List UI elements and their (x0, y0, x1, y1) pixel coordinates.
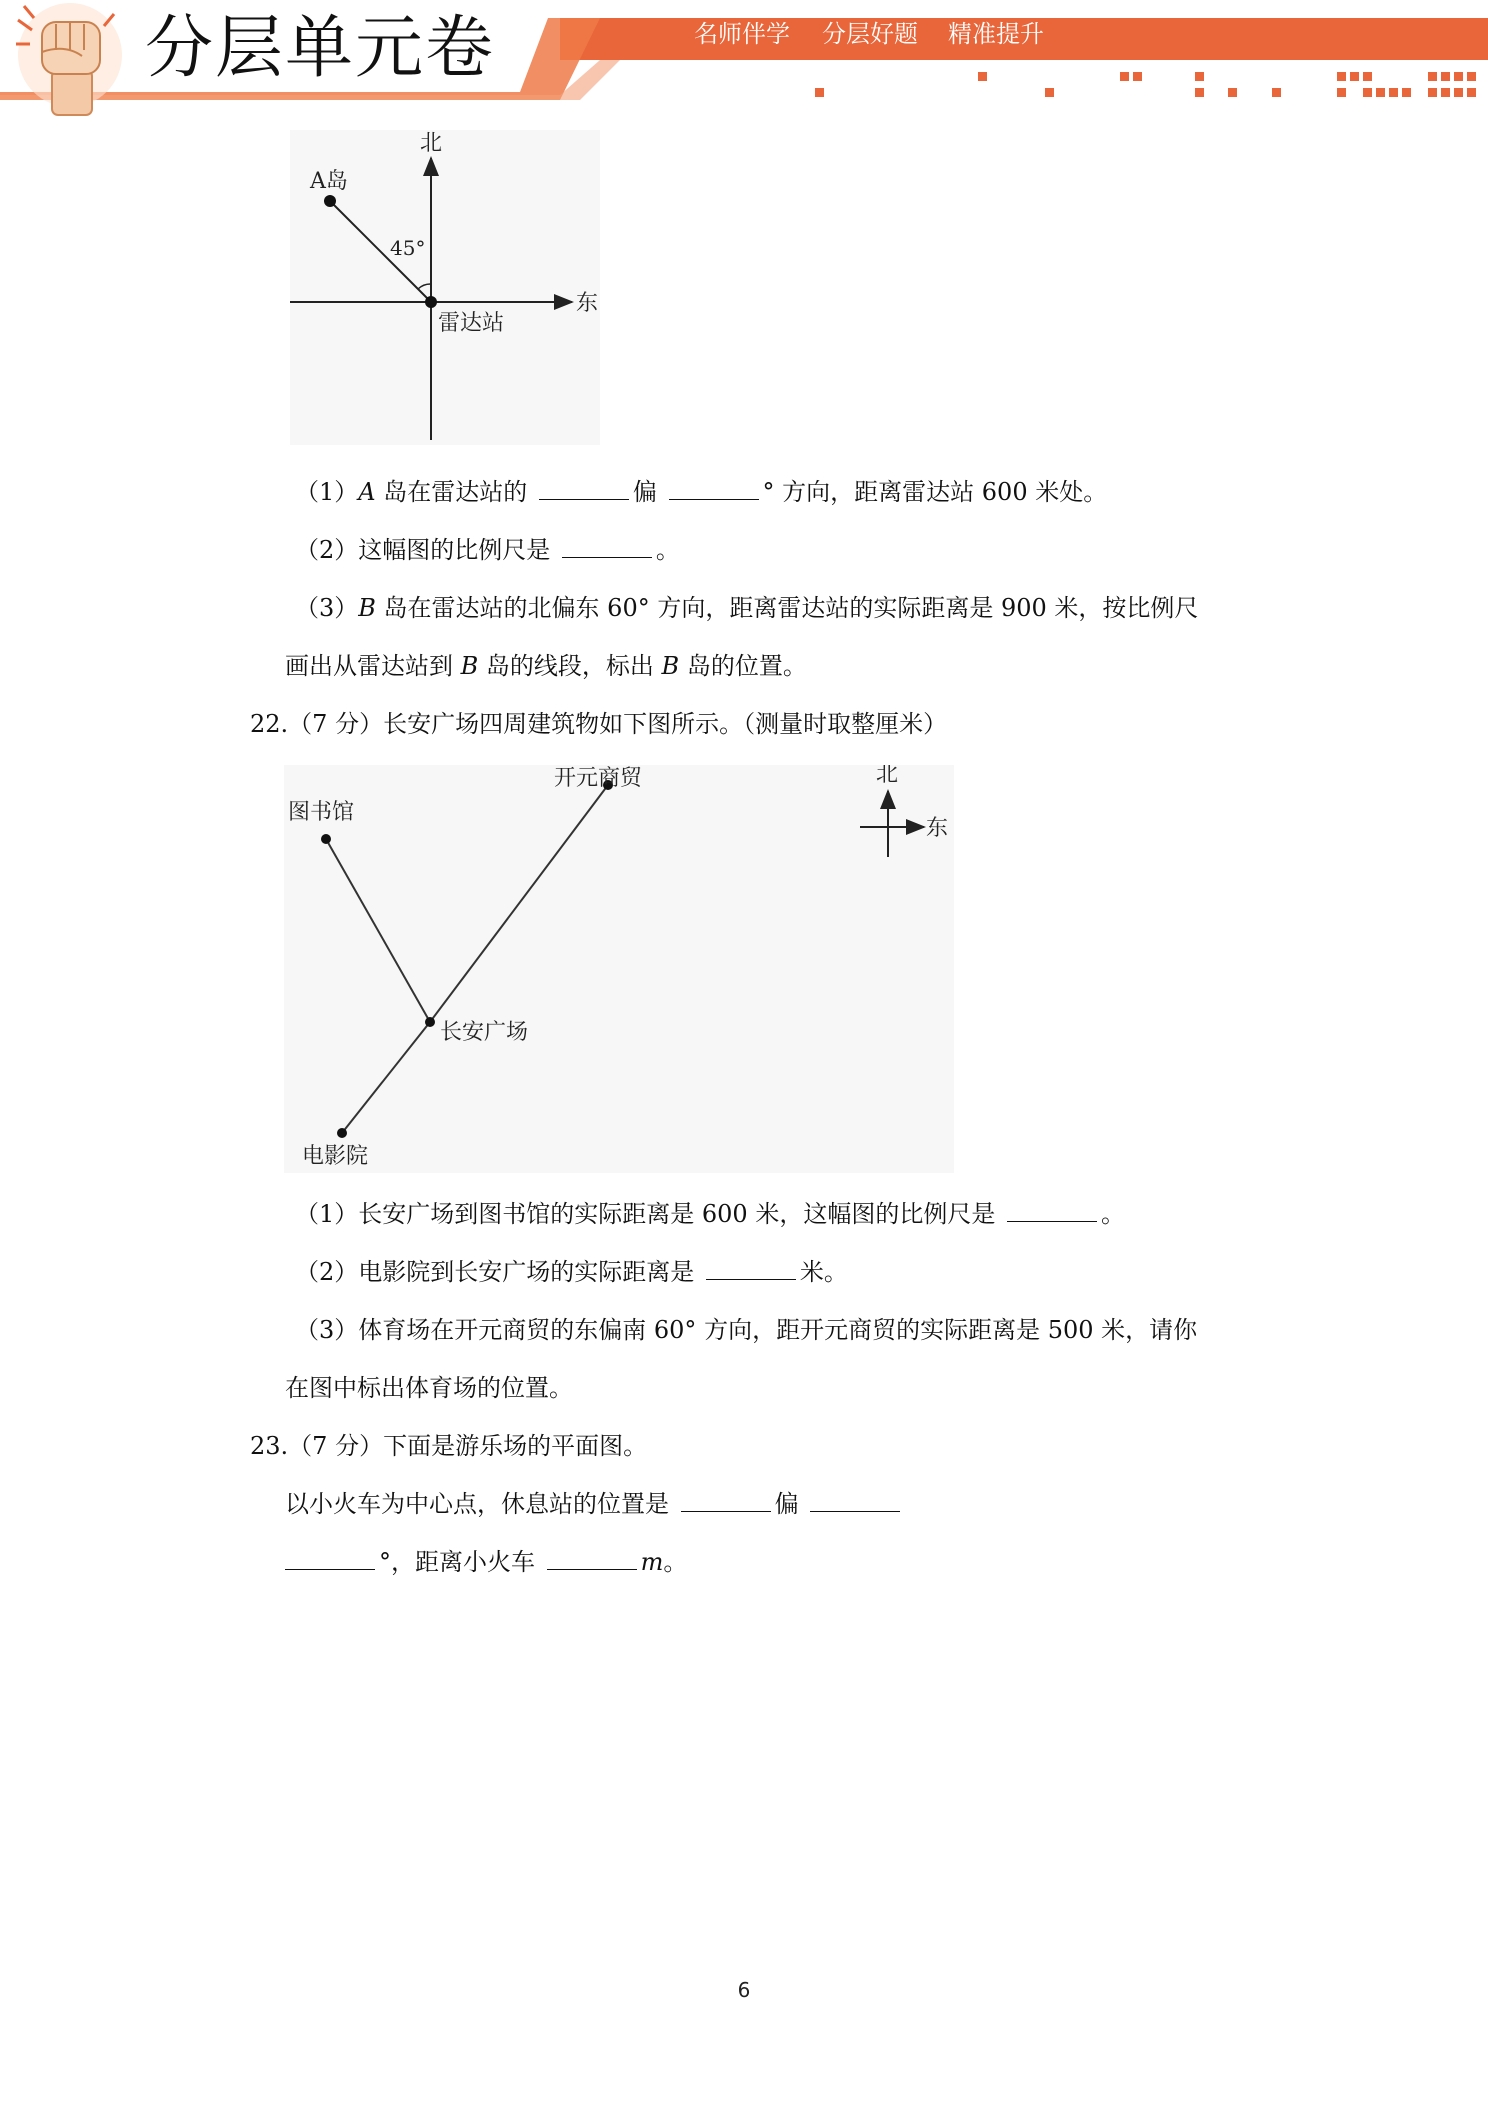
page-header (0, 0, 1488, 118)
north-label: 北 (420, 131, 443, 156)
line-cinema (342, 1022, 430, 1133)
a-island-label: A岛 (310, 169, 348, 194)
square-label: 长安广场 (440, 1020, 529, 1045)
line-mall (430, 785, 608, 1022)
answer-blank[interactable] (810, 1489, 900, 1512)
q23-line2: °，距离小火车 m。 (285, 1546, 687, 1578)
q23-line1: 以小火车为中心点，休息站的位置是 偏 (285, 1488, 904, 1520)
line-library (326, 839, 430, 1022)
q21-part3-line2: 画出从雷达站到 B 岛的线段，标出 B 岛的位置。 (285, 652, 807, 680)
q22-part2: （2）电影院到长安广场的实际距离是 米。 (295, 1258, 848, 1286)
east-label: 东 (576, 291, 599, 316)
answer-blank[interactable] (539, 477, 629, 500)
answer-blank[interactable] (669, 477, 759, 500)
q22-title: 22.（7 分）长安广场四周建筑物如下图所示。（测量时取整厘米） (250, 710, 948, 738)
q21-part3-line1: （3）B 岛在雷达站的北偏东 60° 方向，距离雷达站的实际距离是 900 米，按比例尺 (295, 594, 1199, 622)
slogan-2: 分层好题 (822, 20, 918, 48)
brand-title: 分层单元卷 (145, 9, 496, 88)
plaza-map (284, 765, 954, 1173)
q21-part1: （1）A 岛在雷达站的 偏 ° 方向，距离雷达站 600 米处。 (295, 478, 1108, 506)
cinema-label: 电影院 (302, 1144, 369, 1169)
library-label: 图书馆 (288, 800, 355, 825)
radar-figure (290, 130, 600, 445)
answer-blank[interactable] (562, 535, 652, 558)
compass-east-label: 东 (926, 816, 949, 841)
answer-blank[interactable] (547, 1547, 637, 1570)
fist-logo-icon (10, 0, 130, 118)
plaza-figure (284, 765, 954, 1173)
answer-blank[interactable] (681, 1489, 771, 1512)
q22-part1: （1）长安广场到图书馆的实际距离是 600 米，这幅图的比例尺是 。 (295, 1200, 1125, 1228)
decor-squares (815, 72, 1476, 97)
answer-blank[interactable] (285, 1547, 375, 1570)
cinema-dot (337, 1128, 347, 1138)
q22-part3-line2: 在图中标出体育场的位置。 (285, 1374, 573, 1402)
compass-icon (860, 765, 948, 857)
compass-north-label: 北 (876, 765, 899, 787)
slogan-1: 名师伴学 (694, 20, 790, 48)
square-dot (425, 1017, 435, 1027)
angle-arc (418, 284, 431, 289)
q23-title: 23.（7 分）下面是游乐场的平面图。 (250, 1432, 648, 1460)
mall-label: 开元商贸 (554, 766, 643, 791)
library-dot (321, 834, 331, 844)
q21-part2: （2）这幅图的比例尺是 。 (295, 536, 680, 564)
q22-part3-line1: （3）体育场在开元商贸的东偏南 60° 方向，距开元商贸的实际距离是 500 米，请你 (295, 1316, 1198, 1344)
slogan-3: 精准提升 (948, 20, 1044, 48)
radar-station-label: 雷达站 (438, 311, 505, 336)
a-island-dot (324, 195, 336, 207)
radar-station-dot (425, 296, 437, 308)
answer-blank[interactable] (706, 1257, 796, 1280)
radar-diagram (290, 130, 600, 445)
page-number: 6 (737, 1978, 751, 2002)
answer-blank[interactable] (1007, 1199, 1097, 1222)
angle-label: 45° (390, 236, 426, 260)
